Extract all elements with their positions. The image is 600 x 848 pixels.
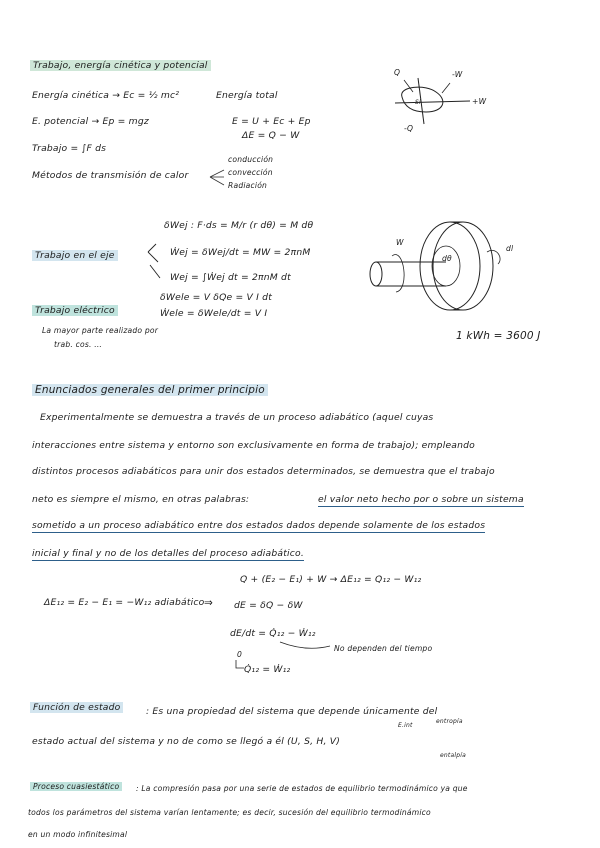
ep-formula: E. potencial → Ep = mgz <box>32 116 149 127</box>
trabajo-eje-label: Trabajo en el eje <box>32 250 118 261</box>
section-title-primer-principio: Enunciados generales del primer principio <box>32 384 268 396</box>
metodos-transmision: Métodos de transmisión de calor <box>32 170 189 181</box>
eq-electric-power: Ẇele = δWele/dt = V I <box>160 308 268 319</box>
energy-equation: E = U + Ec + Ep <box>232 116 311 127</box>
funcion-estado-line-2: estado actual del sistema y no de como se llegó a él (U, S, H, V) <box>32 736 340 747</box>
trabajo-electrico-label: Trabajo eléctrico <box>32 305 118 316</box>
proceso-cuasiestatico-label: Proceso cuasiestático <box>30 782 122 791</box>
disk-label-w: W <box>396 238 404 247</box>
trabajo-integral: Trabajo = ∫F ds <box>32 143 107 154</box>
steady-rate-equation: Q̇₁₂ = Ẇ₁₂ <box>244 664 291 675</box>
first-law-equation: Q + (E₂ − E₁) + W → ΔE₁₂ = Q₁₂ − W₁₂ <box>240 574 422 585</box>
funcion-estado-line-1: : Es una propiedad del sistema que depende únicamente del <box>146 706 438 717</box>
energia-total-label: Energía total <box>216 90 278 101</box>
eq-electric-work-diff: δWele = V δQe = V I dt <box>160 292 273 303</box>
annotation-entalpia: entalpía <box>440 752 466 759</box>
section-title-trabajo-energia: Trabajo, energía cinética y potencial <box>30 60 211 71</box>
paragraph-line-5: sometido a un proceso adiabático entre dos estados dados depende solamente de los estados <box>32 520 486 531</box>
note-mayor-parte: La mayor parte realizado por <box>42 326 159 335</box>
diagram-label-q: Q <box>394 68 401 77</box>
differential-equation: dE = δQ − δW <box>234 600 303 611</box>
delta-e-equation: ΔE = Q − W <box>242 130 300 141</box>
disk-label-dl: dl <box>506 244 514 253</box>
metodo-conduccion: conducción <box>228 155 274 164</box>
kwh-conversion: 1 kWh = 3600 J <box>456 330 541 342</box>
cuasiestatico-line-2: todos los parámetros del sistema varían lentamente; es decir, sucesión del equilibrio termodinámico <box>28 808 431 817</box>
cuasiestatico-line-1: : La compresión pasa por una serie de estados de equilibrio termodinámico ya que <box>136 784 468 793</box>
paragraph-line-3: distintos procesos adiabáticos para unir dos estados determinados, se demuestra que el trabajo <box>32 466 495 477</box>
disk-label-dtheta: dθ <box>442 254 452 263</box>
rate-equation: dE/dt = Q̇₁₂ − Ẇ₁₂ <box>230 628 316 639</box>
annotation-e-int: E.int <box>398 722 413 729</box>
diagram-label-minus-q: -Q <box>404 124 414 133</box>
cuasiestatico-line-3: en un modo infinitesimal <box>28 830 128 839</box>
eq-shaft-power: Ẇej = δWej/dt = MW = 2πnM <box>170 247 311 258</box>
rate-zero-label: 0 <box>237 650 243 659</box>
diagram-label-si: Si <box>415 99 421 106</box>
diagram-label-minus-w: -W <box>452 70 463 79</box>
annotation-entropia: entropía <box>436 718 463 725</box>
implies-arrow: ⇒ <box>204 597 213 609</box>
eq-shaft-work-diff: δWej : F·ds = M/r (r dθ) = M dθ <box>164 220 314 231</box>
paragraph-line-6: inicial y final y no de los detalles del proceso adiabático. <box>32 548 304 559</box>
metodo-radiacion: Radiación <box>228 181 268 190</box>
metodo-conveccion: convección <box>228 168 273 177</box>
diagram-label-plus-w: +W <box>472 97 487 106</box>
note-trab-cos: trab. cos. ... <box>54 340 103 349</box>
eq-shaft-work-integral: Wej = ∫Ẇej dt = 2πnM dt <box>170 272 291 283</box>
paragraph-line-4a: neto es siempre el mismo, en otras palabras: <box>32 494 250 505</box>
time-independent-note: No dependen del tiempo <box>334 644 433 653</box>
ec-formula: Energía cinética → Ec = ½ mc² <box>32 90 180 101</box>
adiabatic-equation: ΔE₁₂ = E₂ − E₁ = −W₁₂ adiabático <box>44 597 205 608</box>
paragraph-line-4b: el valor neto hecho por o sobre un sistema <box>318 494 524 505</box>
paragraph-line-1: Experimentalmente se demuestra a través de un proceso adiabático (aquel cuyas <box>40 412 434 423</box>
funcion-estado-label: Función de estado <box>30 702 123 713</box>
paragraph-line-2: interacciones entre sistema y entorno son exclusivamente en forma de trabajo); empleando <box>32 440 476 451</box>
